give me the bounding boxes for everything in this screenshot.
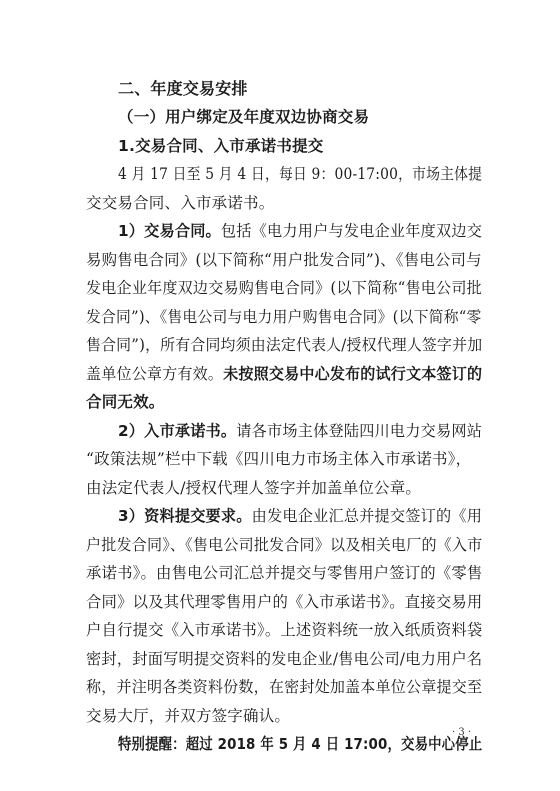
paragraph-text: 请各市场主体登陆四川电力交易网站 bbox=[236, 422, 483, 440]
paragraph-line: 密封，封面写明提交资料的发电企业/售电公司/电力用户名 bbox=[86, 650, 483, 668]
special-reminder: 特别提醒：超过 2018 年 5 月 4 日 17:00，交易中心停止 bbox=[118, 735, 483, 753]
subsection-title: （一）用户绑定及年度双边协商交易 bbox=[118, 108, 370, 126]
paragraph-line bbox=[86, 364, 482, 384]
paragraph-line: 售合同”)，所有合同均须由法定代表人/授权代理人签字并加 bbox=[86, 336, 483, 354]
paragraph-line bbox=[118, 506, 482, 526]
paragraph-line: 户批发合同》、《售电公司批发合同》以及相关电厂的《入市 bbox=[86, 536, 483, 554]
paragraph-line: 称，并注明各类资料份数，在密封处加盖本单位公章提交至 bbox=[86, 678, 483, 696]
paragraph-text: 由发电企业汇总并提交签订的《用 bbox=[251, 507, 483, 525]
emphasis-line: 合同无效。 bbox=[86, 393, 165, 411]
subitem-lead: 1）交易合同。 bbox=[118, 222, 221, 240]
paragraph-line: 承诺书》。由售电公司汇总并提交与零售用户签订的《零售 bbox=[86, 564, 483, 582]
subitem-lead: 2）入市承诺书。 bbox=[118, 422, 237, 440]
item-title: 1.交易合同、入市承诺书提交 bbox=[118, 137, 324, 155]
paragraph-line: 交交易合同、入市承诺书。 bbox=[86, 194, 275, 212]
paragraph-line: 交易大厅，并双方签字确认。 bbox=[86, 707, 291, 725]
subitem-lead: 3）资料提交要求。 bbox=[118, 507, 252, 525]
paragraph-line: 户自行提交《入市承诺书》。上述资料统一放入纸质资料袋 bbox=[86, 621, 483, 639]
paragraph-text: 包括《电力用户与发电企业年度双边交 bbox=[220, 222, 483, 240]
emphasis-text: 未按照交易中心发布的试行文本签订的 bbox=[223, 365, 483, 383]
paragraph-line: 由法定代表人/授权代理人签字并加盖单位公章。 bbox=[86, 479, 422, 497]
paragraph-line: 合同》以及其代理零售用户的《入市承诺书》。直接交易用 bbox=[86, 593, 483, 611]
paragraph-line bbox=[118, 221, 482, 241]
page-number: · 3 · bbox=[452, 727, 472, 738]
section-title: 二、年度交易安排 bbox=[118, 79, 248, 98]
paragraph-line: 4 月 17 日至 5 月 4 日，每日 9：00-17:00，市场主体提 bbox=[118, 165, 483, 183]
paragraph-line: “政策法规”栏中下载《四川电力市场主体入市承诺书》， bbox=[86, 450, 472, 468]
paragraph-line: 易购售电合同》(以下简称“用户批发合同”)、《售电公司与 bbox=[86, 251, 482, 269]
paragraph-line: 发电企业年度双边交易购售电合同》(以下简称“售电公司批 bbox=[86, 279, 482, 297]
paragraph-text: 盖单位公章方有效。 bbox=[86, 365, 224, 383]
paragraph-line bbox=[118, 421, 482, 441]
paragraph-line: 发合同”)、《售电公司与电力用户购售电合同》(以下简称“零 bbox=[86, 308, 482, 326]
